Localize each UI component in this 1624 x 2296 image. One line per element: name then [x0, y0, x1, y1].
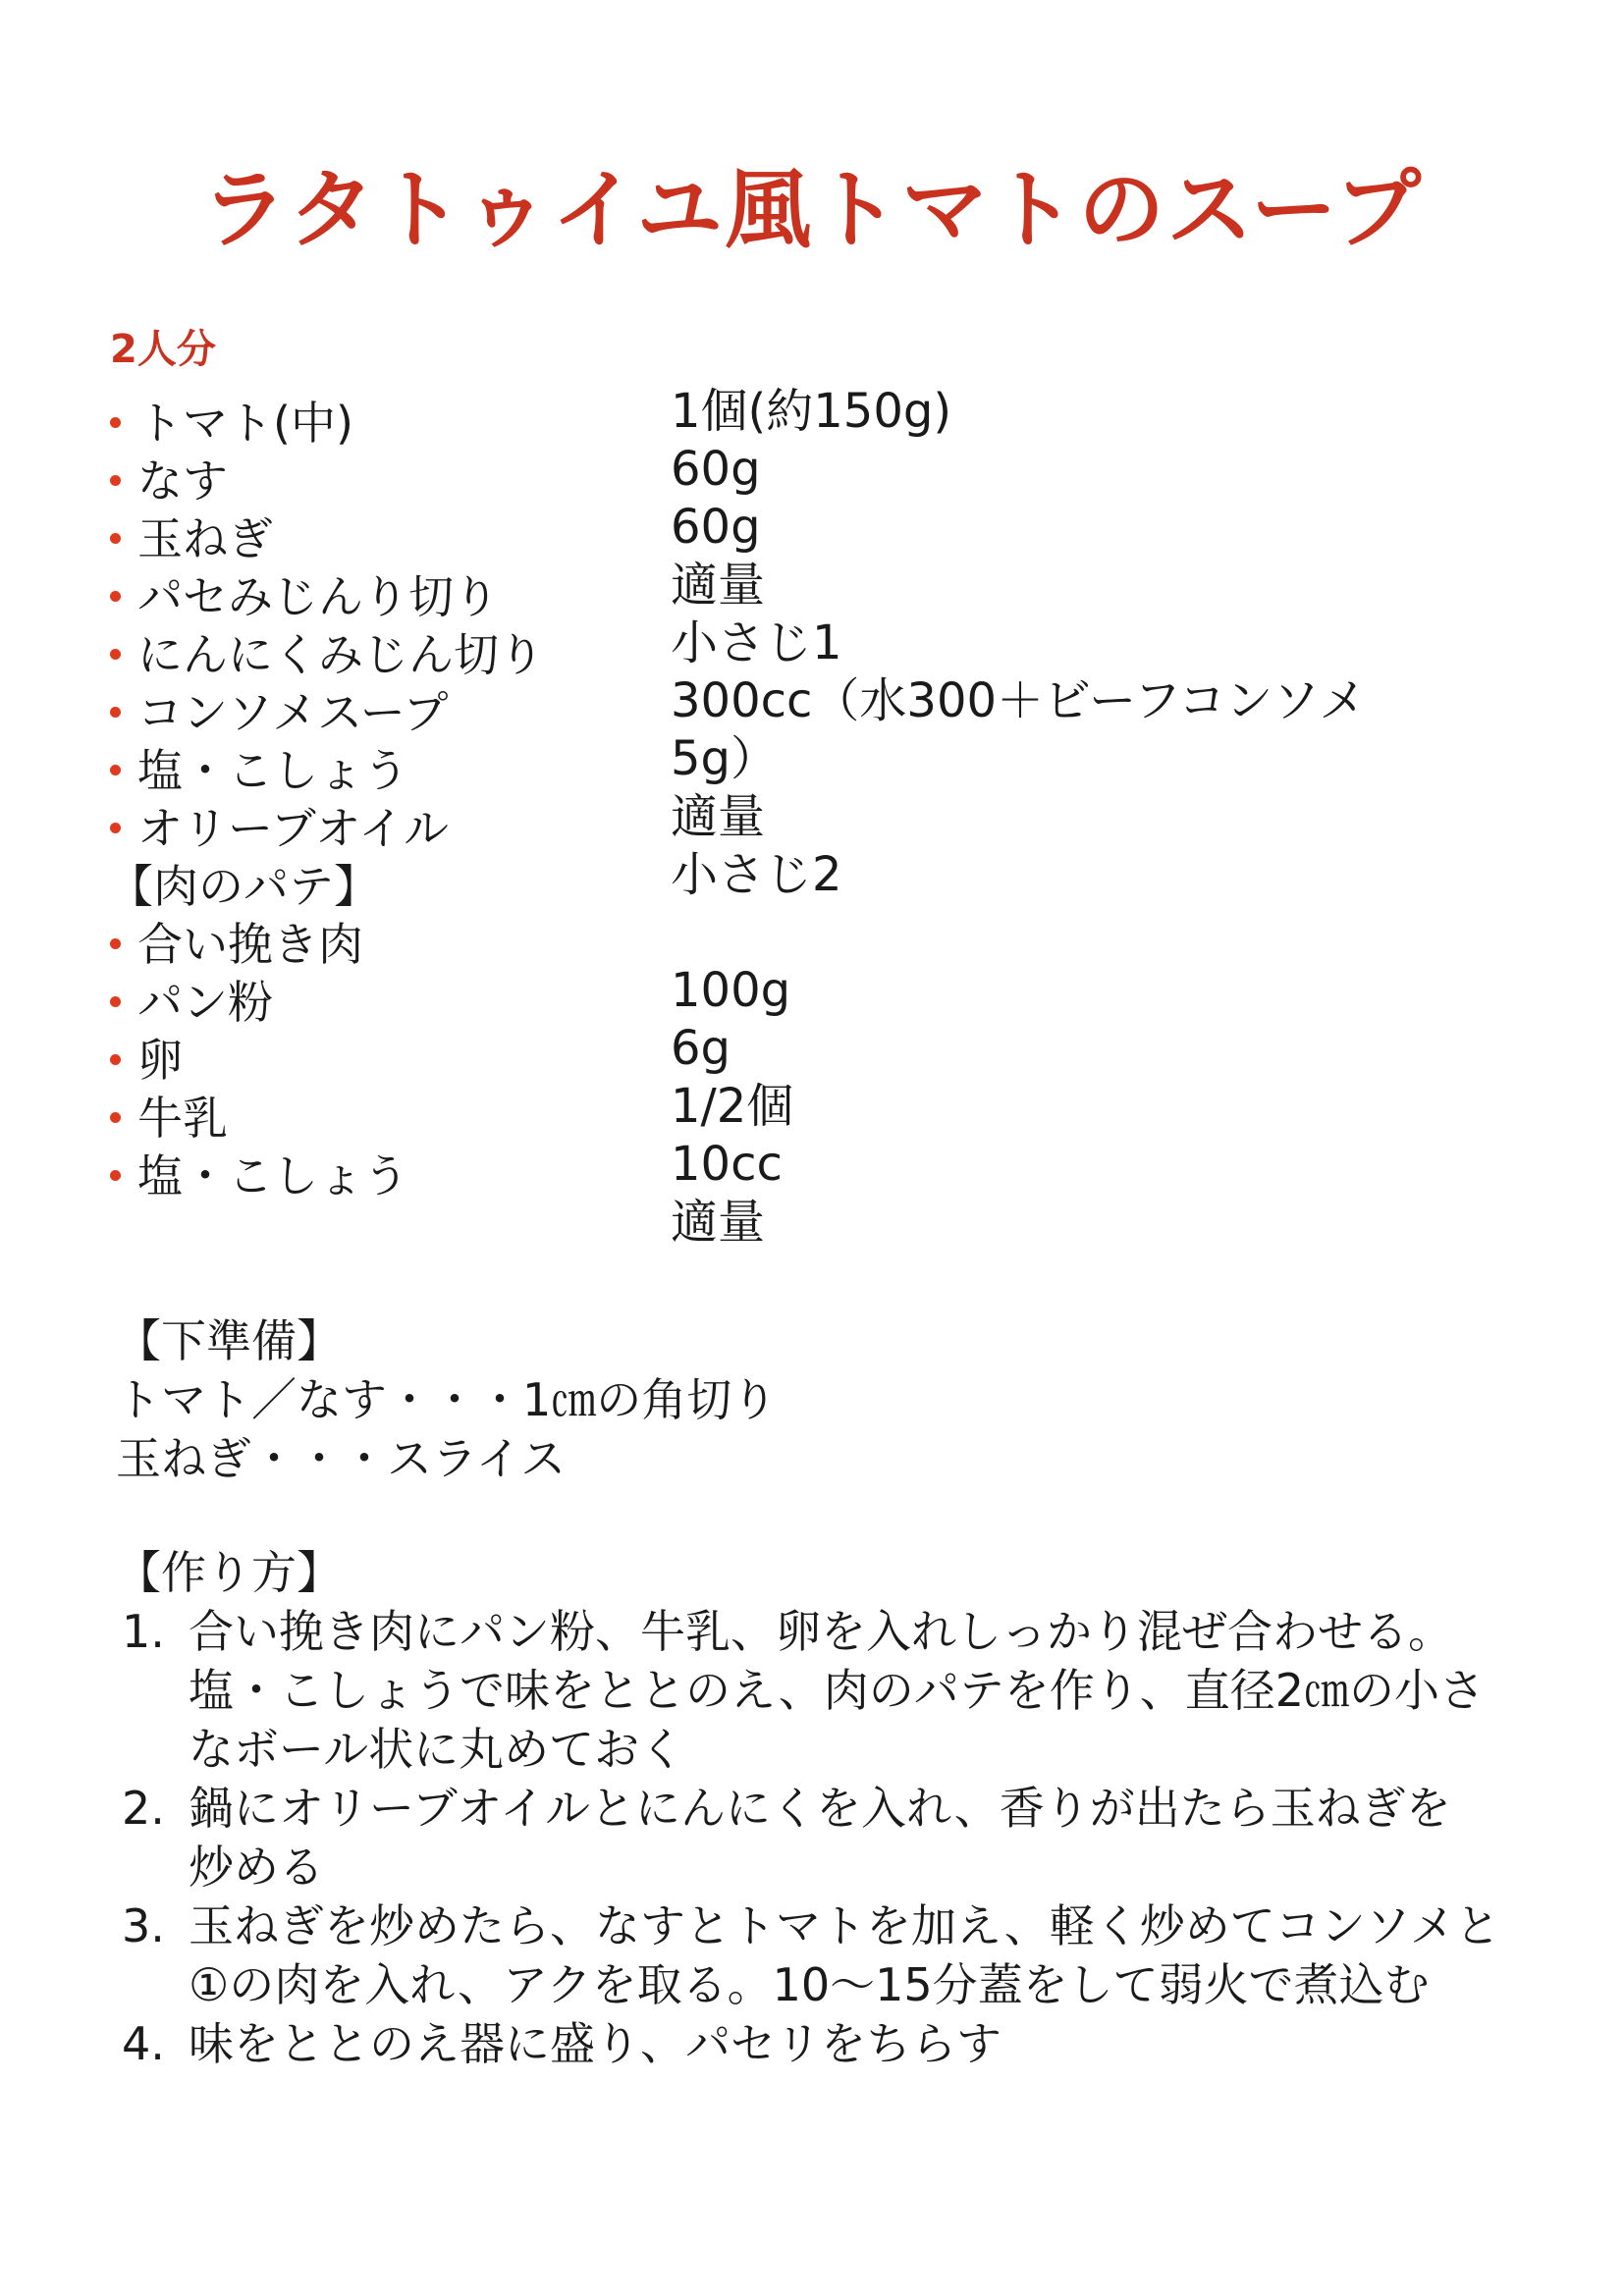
ingredient-quantity: 小さじ2 — [671, 847, 842, 902]
recipe-title: ラタトゥイユ風トマトのスープ — [200, 159, 1424, 260]
ingredient-quantity: 300cc（水300＋ビーフコンソメ — [671, 673, 1367, 728]
bullet-icon — [110, 475, 121, 486]
ingredient-item — [108, 510, 658, 568]
step-text: 鍋にオリーブオイルとにんにくを入れ、香りが出たら玉ねぎを — [189, 1782, 1451, 1835]
ingredient-name: オリーブオイル — [137, 802, 449, 855]
ingredient-quantity: 60g — [671, 500, 761, 555]
bullet-icon — [110, 938, 121, 949]
ingredient-name: パン粉 — [137, 976, 273, 1029]
servings-label: 2人分 — [110, 327, 216, 372]
method-step — [116, 1602, 1530, 1779]
ingredient-name: なす — [137, 454, 228, 507]
ingredient-quantity: 1/2個 — [671, 1079, 794, 1134]
bullet-icon — [110, 1170, 121, 1181]
step-text: 炒める — [189, 1841, 324, 1894]
step-number: 3. — [122, 1899, 165, 1952]
step-number: 1. — [122, 1605, 165, 1658]
step-number: 2. — [122, 1782, 165, 1835]
bullet-icon — [110, 707, 121, 718]
ingredient-quantity: 100g — [671, 963, 791, 1018]
ingredient-quantity: 適量 — [671, 558, 766, 613]
ingredient-quantity: 10cc — [671, 1137, 783, 1192]
ingredient-item — [108, 626, 658, 684]
ingredient-quantity: 適量 — [671, 789, 766, 844]
ingredient-item — [108, 1148, 658, 1205]
step-text: 塩・こしょうで味をととのえ、肉のパテを作り、直径2㎝の小さ — [189, 1664, 1486, 1717]
ingredient-item — [108, 1090, 658, 1148]
ingredient-quantity: 適量 — [671, 1195, 766, 1250]
ingredient-quantity: 小さじ1 — [671, 615, 842, 670]
method-step — [116, 2014, 1530, 2073]
method-section — [116, 1543, 1530, 2073]
prep-line: トマト／なす・・・1㎝の角切り — [116, 1373, 778, 1426]
ingredient-name: 玉ねぎ — [137, 512, 273, 565]
ingredient-item — [108, 742, 658, 800]
bullet-icon — [110, 1112, 121, 1123]
ingredient-item — [108, 1032, 658, 1090]
bullet-icon — [110, 649, 121, 660]
step-text: 味をととのえ器に盛り、パセリをちらす — [189, 2017, 1001, 2070]
ingredient-names — [108, 395, 658, 1205]
method-step — [116, 1896, 1530, 2014]
ingredient-item — [108, 684, 658, 742]
ingredient-name: にんにくみじん切り — [137, 628, 544, 681]
prep-heading: 【下準備】 — [116, 1314, 342, 1367]
ingredient-quantity: 5g） — [671, 731, 779, 786]
ingredient-name: 合い挽き肉 — [137, 918, 363, 971]
method-steps — [116, 1602, 1530, 2073]
bullet-icon — [110, 996, 121, 1007]
ingredient-item — [108, 800, 658, 858]
ingredient-name: 牛乳 — [137, 1092, 228, 1145]
ingredient-name: トマト(中) — [137, 397, 353, 450]
step-text: なボール状に丸めておく — [189, 1723, 685, 1776]
ingredient-item — [108, 974, 658, 1032]
ingredient-subheading — [108, 858, 658, 916]
method-heading: 【作り方】 — [116, 1546, 342, 1599]
bullet-icon — [110, 533, 121, 544]
ingredient-name: 塩・こしょう — [137, 744, 408, 797]
ingredient-quantity — [671, 904, 1535, 962]
ingredient-item — [108, 453, 658, 510]
ingredient-name: 塩・こしょう — [137, 1149, 408, 1202]
ingredient-item — [108, 395, 658, 453]
ingredient-quantities — [671, 383, 1535, 1252]
ingredient-name: コンソメスープ — [137, 686, 449, 739]
ingredient-item — [108, 916, 658, 974]
prep-line: 玉ねぎ・・・スライス — [116, 1432, 567, 1485]
bullet-icon — [110, 1054, 121, 1065]
bullet-icon — [110, 765, 121, 775]
ingredient-quantity: 6g — [671, 1021, 731, 1076]
bullet-icon — [110, 417, 121, 428]
step-text: ①の肉を入れ、アクを取る。10～15分蓋をして弱火で煮込む — [189, 1958, 1430, 2011]
method-step — [116, 1779, 1530, 1896]
step-text: 玉ねぎを炒めたら、なすとトマトを加え、軽く炒めてコンソメと — [189, 1899, 1500, 1952]
ingredient-quantity: 1個(約150g) — [671, 384, 952, 439]
ingredient-name: パセみじんり切り — [137, 570, 499, 623]
bullet-icon — [110, 591, 121, 602]
bullet-icon — [110, 823, 121, 833]
prep-section — [116, 1311, 777, 1488]
ingredient-item — [108, 568, 658, 626]
ingredient-name: 【肉のパテ】 — [108, 860, 379, 913]
step-text: 合い挽き肉にパン粉、牛乳、卵を入れしっかり混ぜ合わせる。 — [189, 1605, 1453, 1658]
ingredient-quantity: 60g — [671, 442, 761, 497]
ingredient-name: 卵 — [137, 1034, 183, 1087]
step-number: 4. — [122, 2017, 165, 2070]
